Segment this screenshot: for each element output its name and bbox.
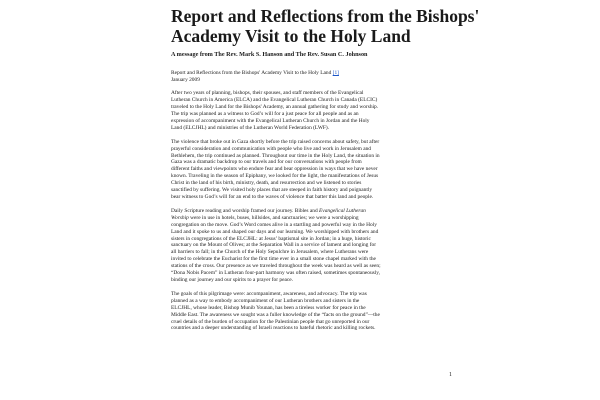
text-line: After two years of planning, bishops, their spouses, and staff members of the Evangelical xyxy=(171,90,364,97)
text-line: Land (ELCJHL) and ministries of the Lutheran World Federation (LWF). xyxy=(171,125,330,132)
text-line: different faiths and viewpoints who endure fear and bear oppression in ways that we have never xyxy=(171,166,378,173)
text-line: sisters in congregations of the ELCJHL: at Jesus’ baptismal site in Jordan; in a huge, historic xyxy=(171,235,371,242)
text-line: sanctuary on the Mount of Olives; at the Separation Wall in a service of lament and longing for xyxy=(171,242,377,249)
text-line: The violence that broke out in Gaza shortly before the trip raised concerns about safety, but after xyxy=(171,138,380,145)
footnote-link[interactable]: [1] xyxy=(332,70,339,76)
reference-line xyxy=(171,70,481,77)
text-line: all barriers to fall; in the Church of the Holy Sepulchre in Jerusalem, where Lutherans were xyxy=(171,249,369,256)
document-title xyxy=(171,6,551,46)
paragraph-4 xyxy=(171,291,481,333)
text-line: ELCJHL, whose leader, Bishop Munib Younan, has been a tireless worker for peace in the xyxy=(171,304,366,311)
text-run: were in use in hotels, buses, hillsides, and sanctuaries; we were a worshipping xyxy=(188,214,359,221)
reference-block xyxy=(171,70,481,84)
text-run: Daily Scripture reading and worship framed our journey. Bibles and xyxy=(171,207,320,214)
text-line: cruel details of the burden of occupation for the Palestinian people that go unreported in our xyxy=(171,318,370,325)
text-line: countries and a deeper understanding of Israeli reactions to hateful rhetoric and killing rockets. xyxy=(171,325,376,332)
text-line xyxy=(171,215,481,222)
reference-date: January 2009 xyxy=(171,76,200,83)
text-line: bear witness to God’s will for an end to the waves of violence that batter this land and people. xyxy=(171,194,374,201)
italic-title: Evangelical Lutheran xyxy=(319,207,366,214)
title-line: Academy Visit to the Holy Land xyxy=(171,26,411,46)
text-line: binding our journey and our spirits to a prayer for peace. xyxy=(171,277,293,284)
text-line: planned as a way to embody accompaniment of our Lutheran brothers and sisters in the xyxy=(171,297,360,304)
text-line: prayerful consideration and communication with people who live and work in Jerusalem and xyxy=(171,145,371,152)
text-line: congregation on the move. God’s Word comes alive in a startling and powerful way in the Holy xyxy=(171,221,377,228)
italic-title: Worship xyxy=(171,214,189,221)
reference-text: Report and Reflections from the Bishops' Academy Visit to the Holy Land xyxy=(171,70,333,76)
text-line: Middle East. The awareness we sought was a fuller knowledge of the “facts on the ground”—the xyxy=(171,311,380,318)
text-line: The goals of this pilgrimage were: accompaniment, awareness, and advocacy. The trip was xyxy=(171,290,367,297)
text-line: Lutheran Church in America (ELCA) and the Evangelical Lutheran Church in Canada (ELCIC) xyxy=(171,97,378,104)
text-line: Gaza was a dramatic backdrop to our travels and for our conversations with people from xyxy=(171,159,362,166)
text-line: sanctified by suffering. We visited holy places that are steeped in faith history and poignantly xyxy=(171,187,373,194)
title-line: Report and Reflections from the Bishops' xyxy=(171,6,480,26)
text-line: traveled to the Holy Land for the Bishops' Academy, an annual gathering for study and worship. xyxy=(171,104,379,111)
text-line: Christ in the land of his birth, ministry, death, and resurrection and we listened to stories xyxy=(171,180,362,187)
text-line: Bethlehem, the trip continued as planned. Throughout our time in the Holy Land, the situation in xyxy=(171,152,380,159)
text-line: known. Traveling in the season of Epiphany, we looked for the light, the manifestations of Jesus xyxy=(171,173,379,180)
paragraph-3 xyxy=(171,208,481,284)
document-body xyxy=(171,70,481,339)
text-line: “Dona Nobis Pacem” in Lutheran four-part harmony was often raised, sometimes spontaneously, xyxy=(171,270,380,277)
byline: A message from The Rev. Mark S. Hanson and The Rev. Susan C. Johnson xyxy=(171,51,368,58)
text-line: The trip was planned as a witness to God’s will for a just peace for all people and as an xyxy=(171,111,359,118)
paragraph-1 xyxy=(171,90,481,132)
text-line: expression of accompaniment with the Evangelical Lutheran Church in Jordan and the Holy xyxy=(171,118,370,125)
text-line: Land and it spoke to us and shaped our days and our learning. We worshipped with brothers and xyxy=(171,228,379,235)
text-line: invited to celebrate the Eucharist for the first time ever in a small stone chapel marked with the xyxy=(171,256,376,263)
text-line xyxy=(171,208,481,215)
page-number: 1 xyxy=(449,372,452,378)
paragraph-2 xyxy=(171,139,481,202)
text-line: stations of the cross. Our presence as we traveled throughout the week was heard as well as seen; xyxy=(171,263,381,270)
